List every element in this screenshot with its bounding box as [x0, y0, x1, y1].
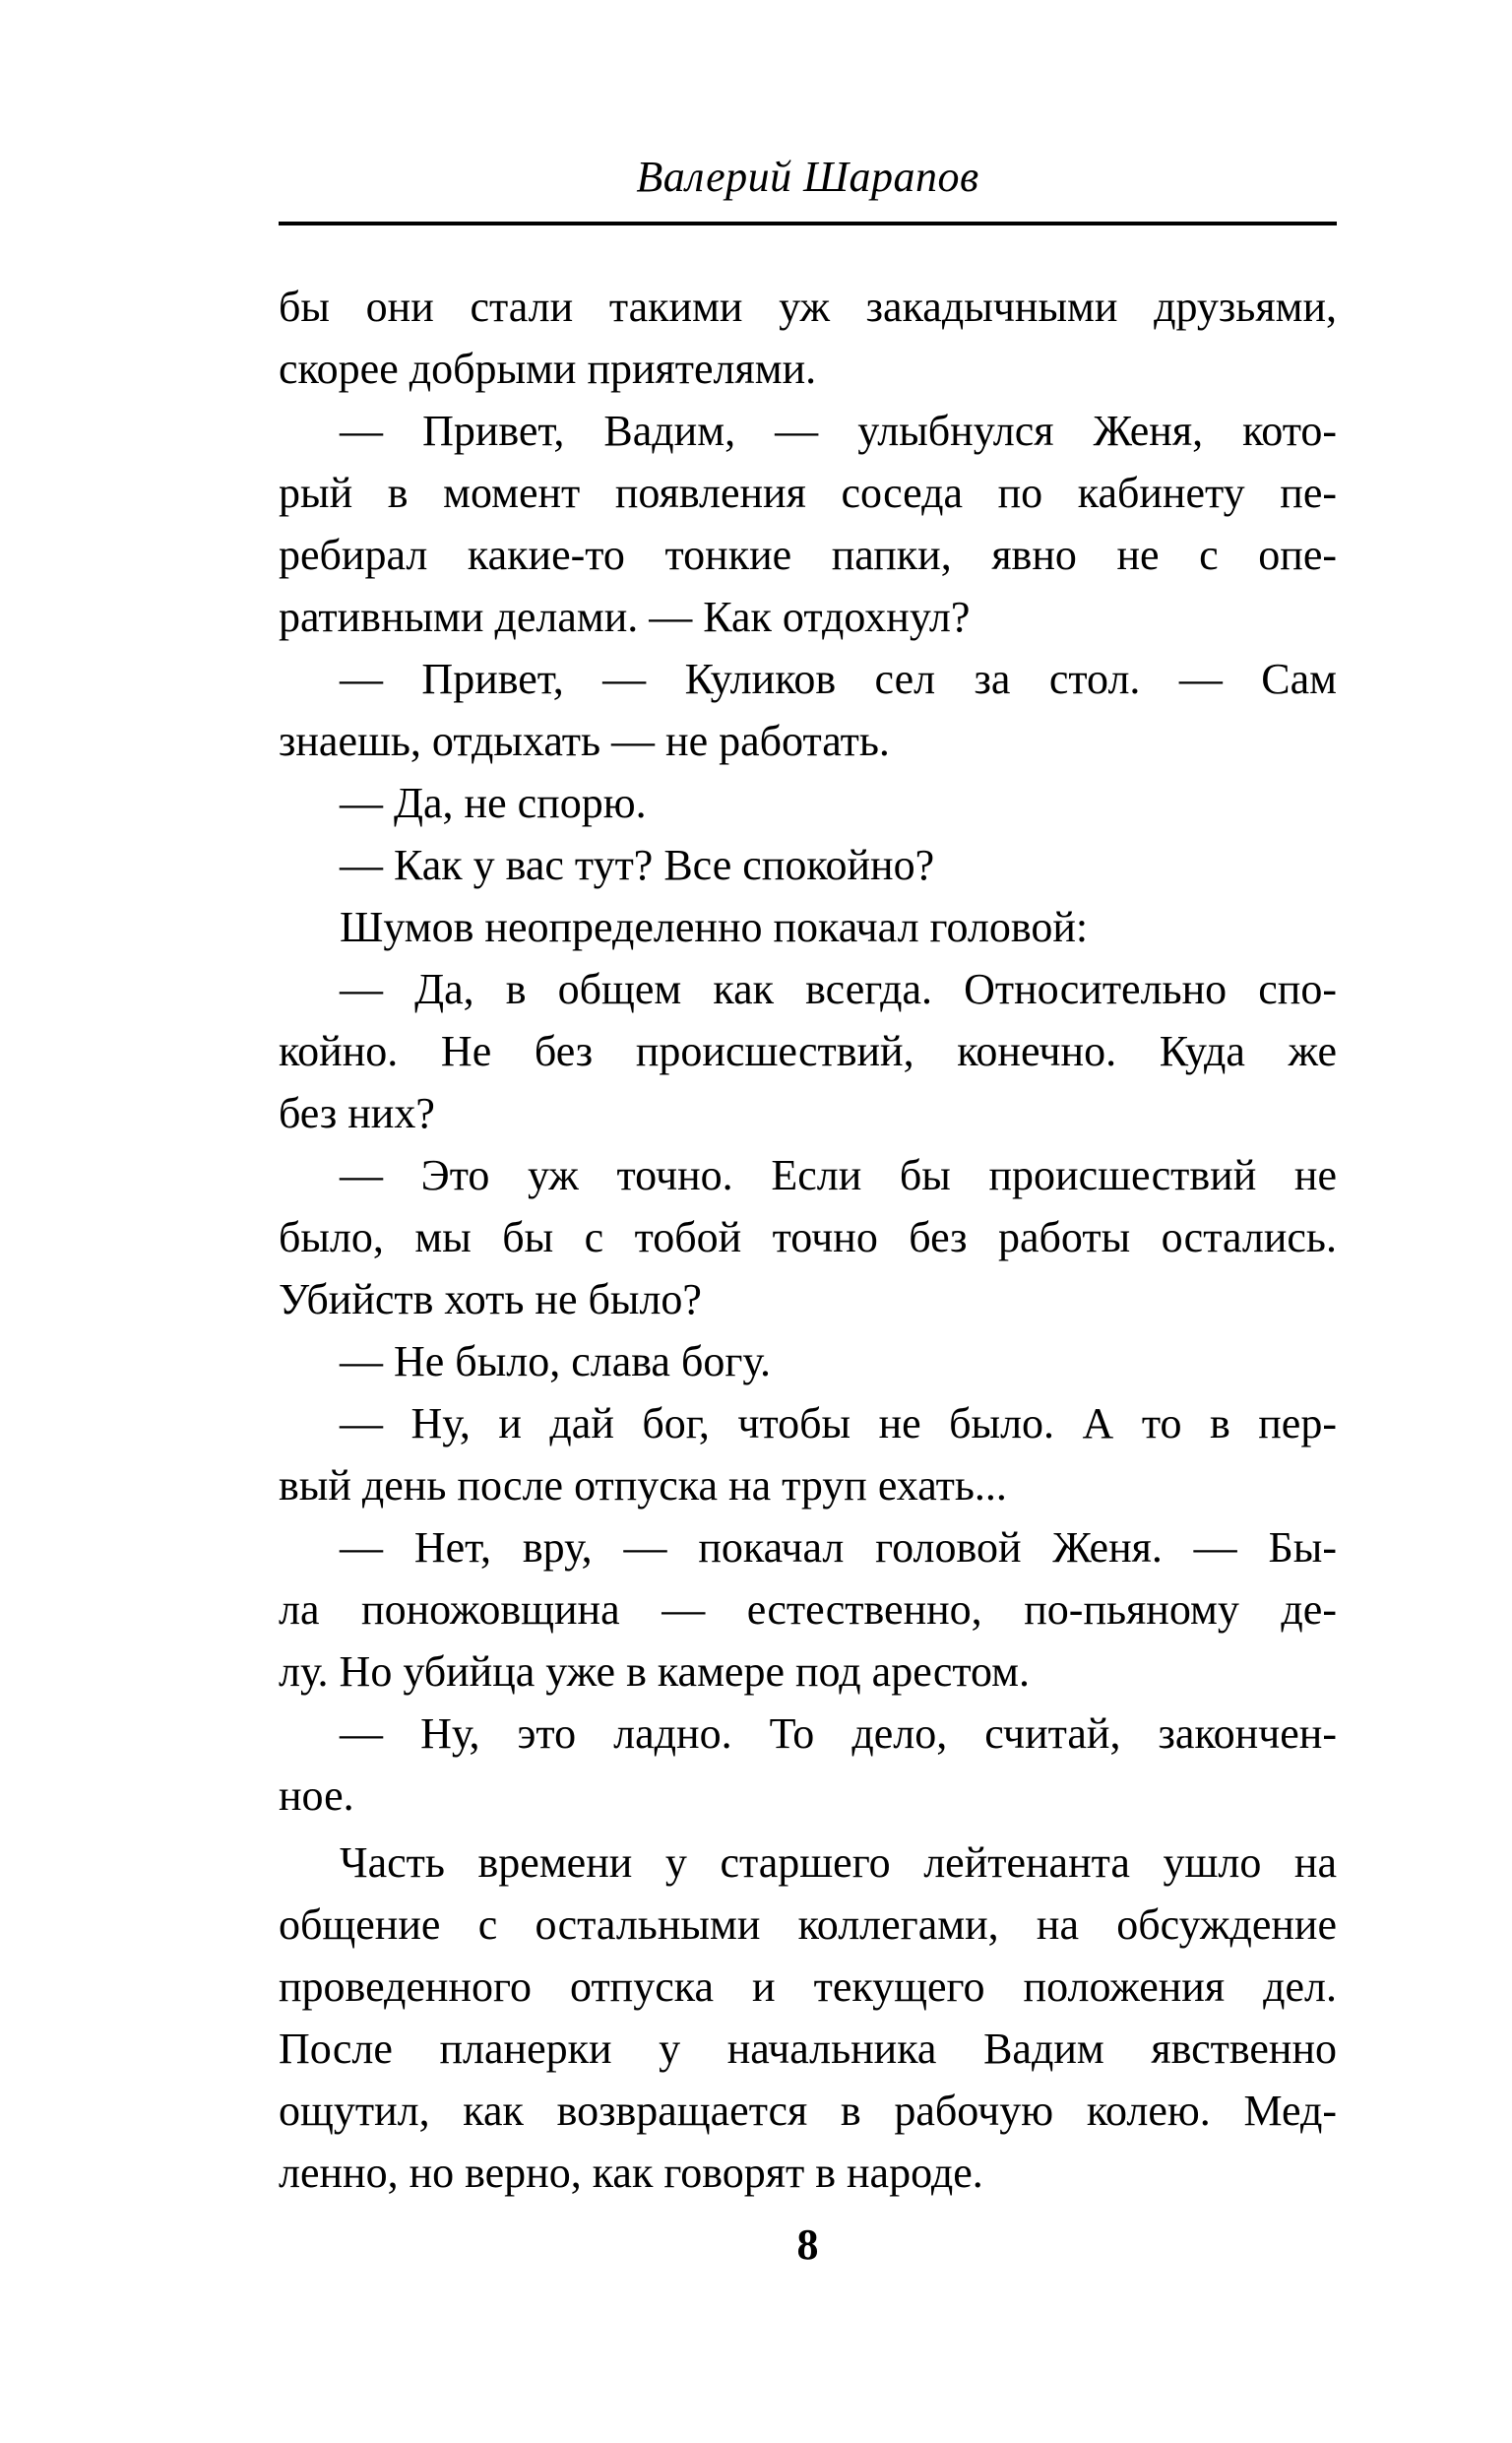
text-line: ративными делами. — Как отдохнул?	[279, 593, 971, 641]
text-line: ла поножовщина — естественно, по-пьяному де-	[279, 1585, 1337, 1634]
text-line: — Нет, вру, — покачал головой Женя. — Бы-	[340, 1523, 1337, 1572]
text-line: — Привет, Вадим, — улыбнулся Женя, кото-	[340, 407, 1337, 455]
text-line: ное.	[279, 1771, 354, 1820]
text-line: койно. Не без происшествий, конечно. Куда же	[279, 1027, 1337, 1075]
text-line: скорее добрыми приятелями.	[279, 345, 817, 393]
running-head-author: Валерий Шарапов	[636, 153, 979, 201]
text-line: Шумов неопределенно покачал головой:	[340, 903, 1089, 951]
text-line: общение с остальными коллегами, на обсуждение	[279, 1900, 1337, 1949]
text-line: — Да, в общем как всегда. Относительно спо-	[340, 965, 1337, 1013]
text-line: — Да, не спорю.	[340, 779, 647, 827]
text-line: без них?	[279, 1089, 435, 1137]
header-rule	[279, 222, 1337, 225]
text-line: ощутил, как возвращается в рабочую колею. Мед-	[279, 2087, 1337, 2135]
text-line: проведенного отпуска и текущего положения дел.	[279, 1962, 1337, 2011]
text-line: лу. Но убийца уже в камере под арестом.	[279, 1647, 1030, 1696]
text-line: Часть времени у старшего лейтенанта ушло на	[340, 1838, 1337, 1887]
text-line: бы они стали такими уж закадычными друзьями,	[279, 283, 1337, 331]
text-line: ребирал какие-то тонкие папки, явно не с опе-	[279, 531, 1337, 579]
text-line: После планерки у начальника Вадим явственно	[279, 2025, 1337, 2073]
text-line: — Ну, и дай бог, чтобы не было. А то в пер-	[340, 1399, 1337, 1447]
text-line: Убийств хоть не было?	[279, 1275, 702, 1323]
text-line: — Это уж точно. Если бы происшествий не	[340, 1151, 1337, 1199]
text-line: — Как у вас тут? Все спокойно?	[340, 841, 935, 889]
text-line: вый день после отпуска на труп ехать...	[279, 1461, 1007, 1510]
page-number: 8	[796, 2220, 819, 2269]
text-line: было, мы бы с тобой точно без работы остались.	[279, 1213, 1337, 1261]
text-line: — Привет, — Куликов сел за стол. — Сам	[340, 655, 1337, 703]
text-line: рый в момент появления соседа по кабинету пе-	[279, 469, 1337, 517]
text-line: — Не было, слава богу.	[340, 1337, 771, 1385]
text-line: — Ну, это ладно. То дело, считай, закончен-	[340, 1709, 1337, 1758]
text-line: знаешь, отдыхать — не работать.	[279, 717, 890, 765]
text-line: ленно, но верно, как говорят в народе.	[279, 2149, 983, 2197]
